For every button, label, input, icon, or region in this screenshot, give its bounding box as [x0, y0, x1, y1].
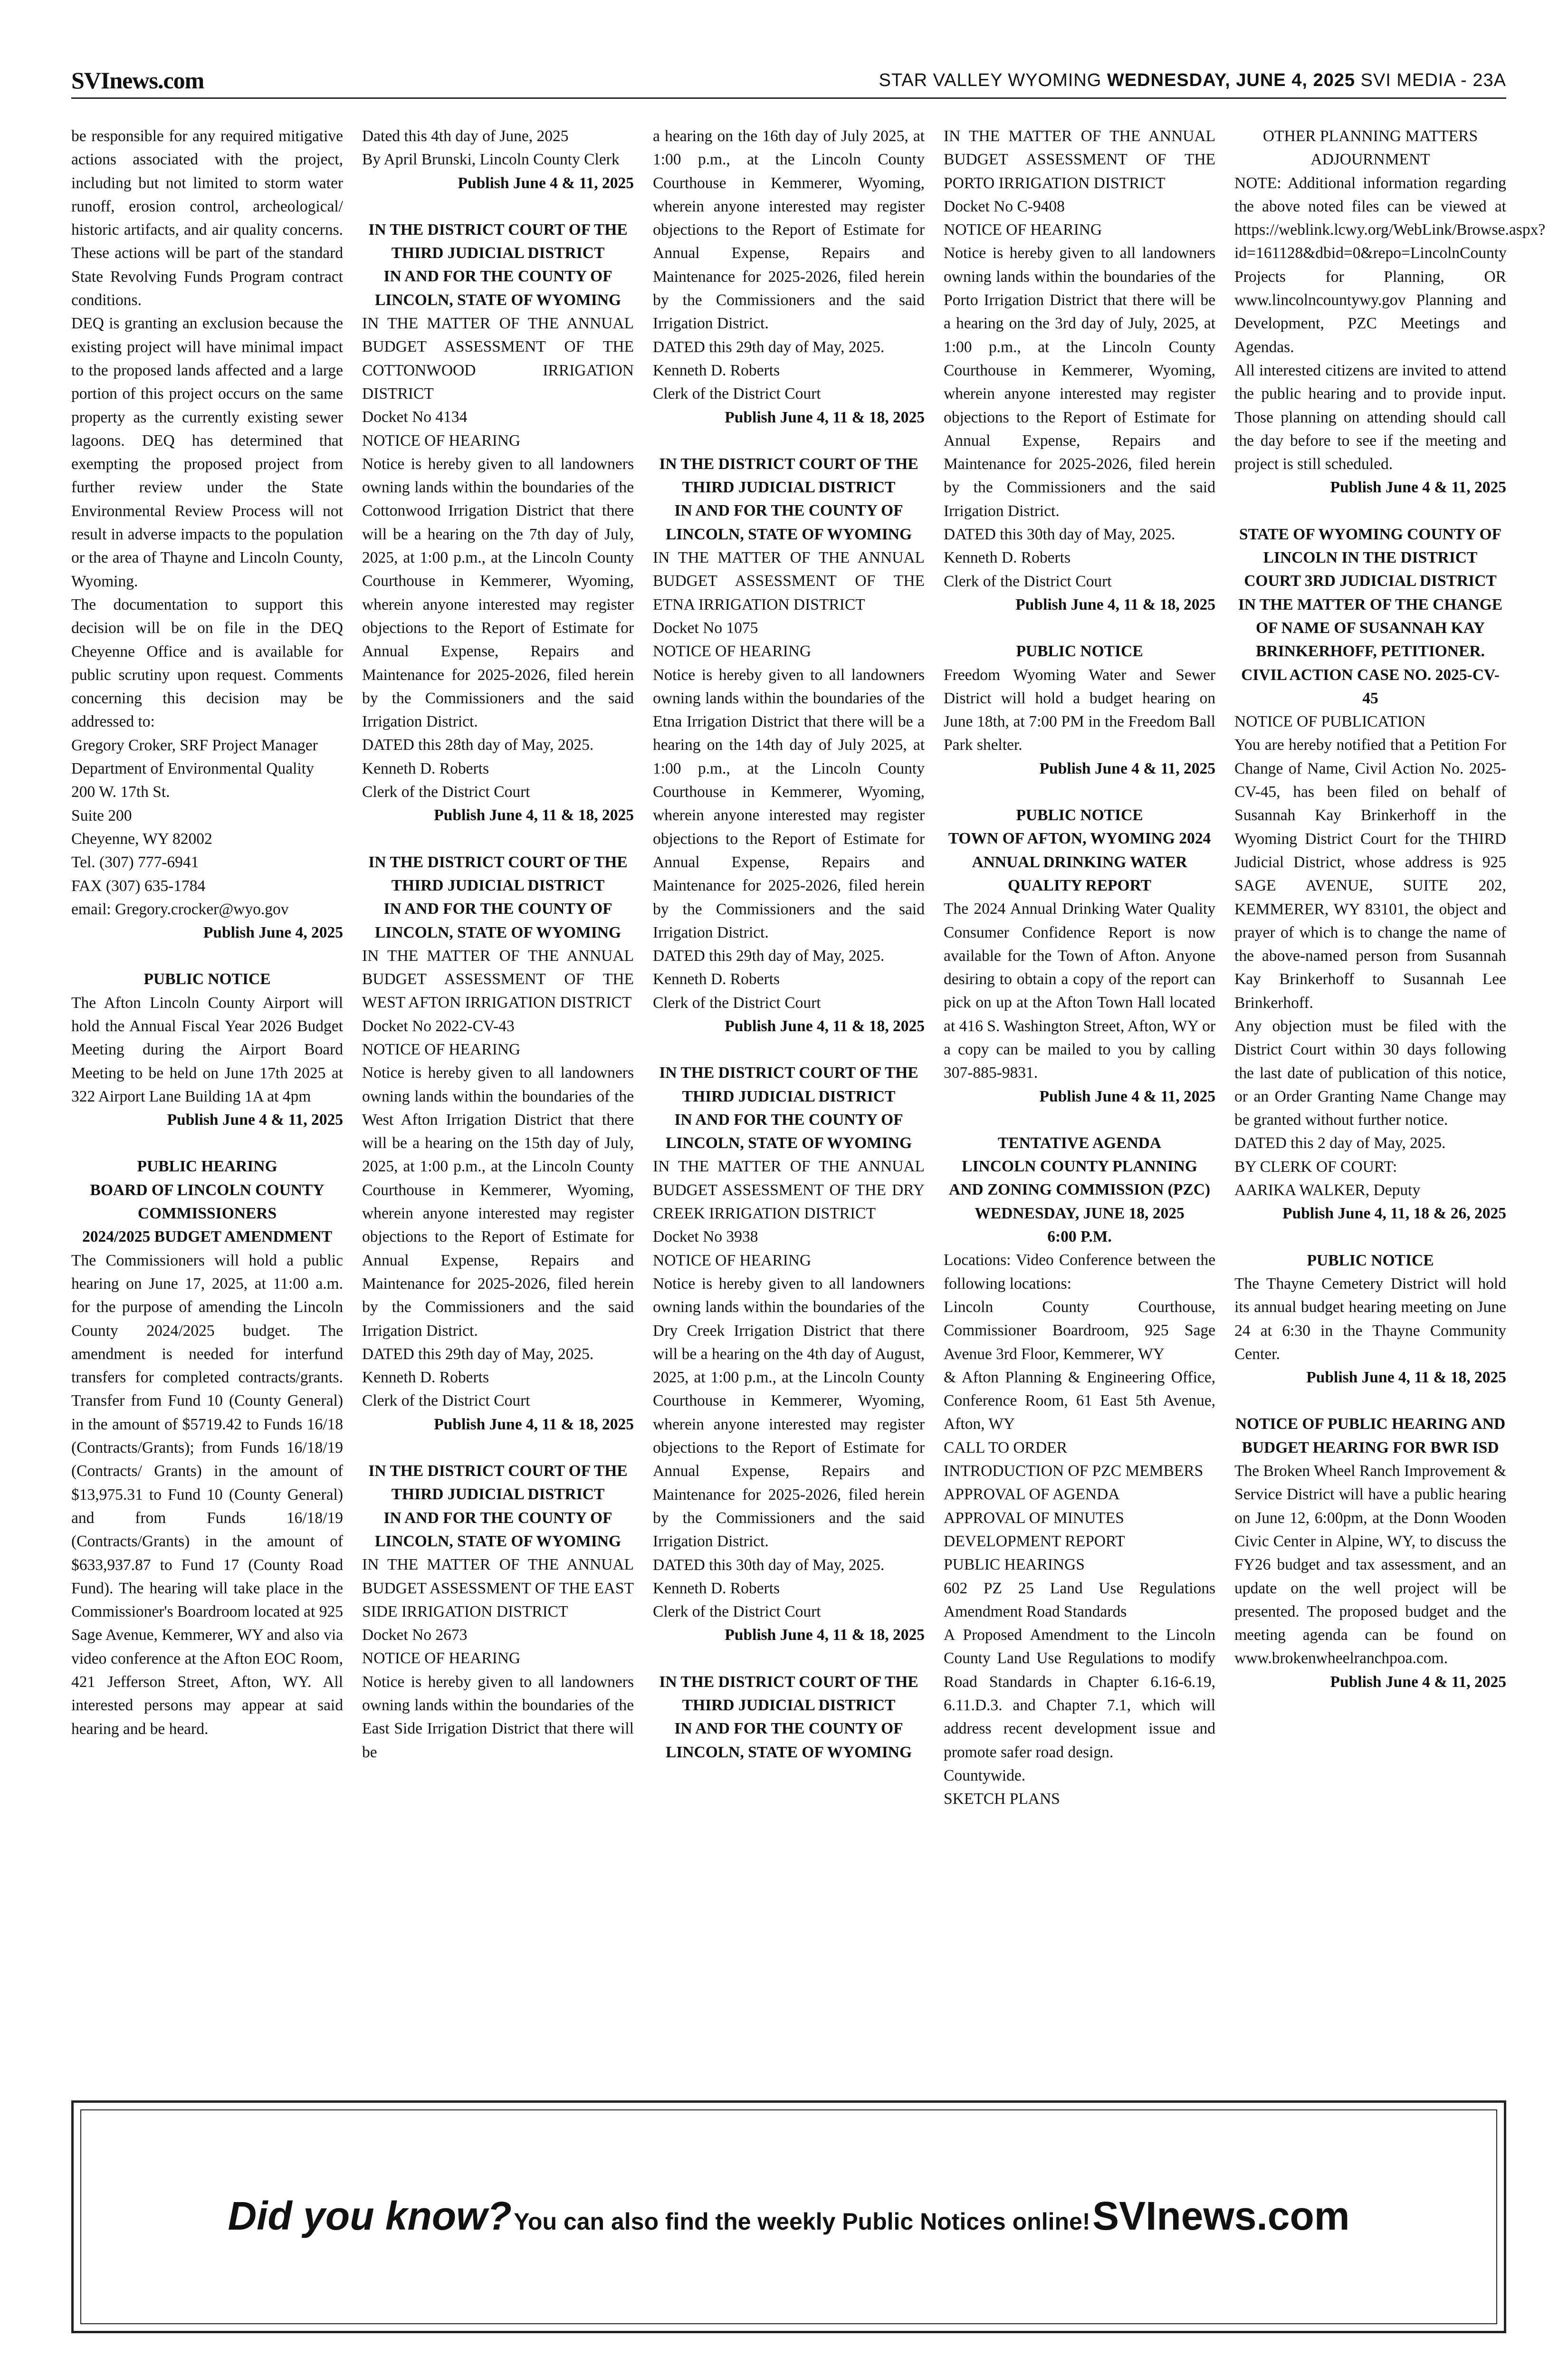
notice-text: Suite 200 [71, 806, 132, 824]
notice-text: Docket No 1075 [653, 619, 758, 637]
notice-spacer [362, 827, 634, 851]
notice-text: The documentation to support this decision will be on file in the DEQ Cheyenne Office and is available for public scrutiny upon request. Comments concerning this decision may be addressed to: [71, 595, 343, 731]
notice-text: Any objection must be filed with the District Court within 30 days following the last date of publication of this notice, or an Order Granting Name Change may be granted without further notice. [1234, 1017, 1506, 1129]
notice-heading: IN AND FOR THE COUNTY OF LINCOLN, STATE OF WYOMING [374, 900, 621, 941]
notice-text: DATED this 30th day of May, 2025. [944, 526, 1176, 544]
notice-text: Notice is hereby given to all landowners owning lands within the boundaries of the Etna Irrigation District that there will be a hearing on the 14th day of July 2025, at 1:00 p.m., at the Lincoln County Courthouse in Kemmerer, Wyoming, wherein anyone interested may register objections to the Report of Estimate for Annual Expense, Repairs and Maintenance for 2025-2026, filed herein by the Commissioners and the said Irrigation District. [653, 666, 925, 941]
notice-heading: TENTATIVE AGENDA [997, 1134, 1162, 1152]
column-5 [1234, 125, 1546, 2082]
notice-text: Docket No C-9408 [944, 197, 1065, 215]
publish-line: Publish June 4, 2025 [203, 924, 343, 942]
notice-heading: NOTICE OF PUBLIC HEARING AND BUDGET HEARING FOR BWR ISD [1235, 1415, 1506, 1456]
notice-text: Gregory Croker, SRF Project Manager [71, 736, 318, 754]
publish-line: Publish June 4, 11 & 18, 2025 [725, 1017, 925, 1035]
notice-text: DATED this 29th day of May, 2025. [653, 338, 885, 356]
notice-text: Kenneth D. Roberts [653, 1579, 780, 1597]
publish-line: Publish June 4, 11 & 18, 2025 [1015, 595, 1215, 613]
notice-heading: IN AND FOR THE COUNTY OF LINCOLN, STATE OF WYOMING [665, 502, 912, 543]
notice-text: AARIKA WALKER, Deputy [1234, 1181, 1421, 1199]
notice-text: NOTICE OF HEARING [362, 1040, 521, 1058]
notice-heading: IN AND FOR THE COUNTY OF LINCOLN, STATE OF WYOMING [374, 268, 621, 309]
notice-text: FAX (307) 635-1784 [71, 877, 206, 895]
notice-text: A Proposed Amendment to the Lincoln County Land Use Regulations to modify Road Standards in Chapter 6.16-6.19, 6.11.D.3. and Chapter 7.1, which will address recent development issue and promote safer road design. [944, 1626, 1215, 1761]
header-info [879, 70, 1506, 91]
notice-text: Lincoln County Courthouse, Commissioner Boardroom, 925 Sage Avenue 3rd Floor, Kemmerer, WY [944, 1298, 1215, 1363]
notice-spacer [1234, 1226, 1506, 1249]
notice-text: Department of Environmental Quality [71, 760, 314, 778]
notice-text: You are hereby notified that a Petition For Change of Name, Civil Action No. 2025-CV-45, has been filed on behalf of Susannah Kay Brinkerhoff in the Wyoming District Court for the THIRD Judicial District, whose address is 925 SAGE AVENUE, SUITE 202, KEMMERER, WY 83101, the object and prayer of which is to change the name of the above-named person from Susannah Kay Brinkerhoff to Susannah Lee Brinkerhoff. [1234, 736, 1506, 1012]
column-4 [944, 125, 1215, 2082]
notice-text: 602 PZ 25 Land Use Regulations Amendment Road Standards [944, 1579, 1215, 1620]
column-2 [362, 125, 634, 2082]
notice-text: PUBLIC HEARINGS [944, 1556, 1085, 1574]
notice-text: The Thayne Cemetery District will hold its annual budget hearing meeting on June 24 at 6:30 in the Thayne Community Center. [1234, 1274, 1506, 1363]
notice-text: IN THE MATTER OF THE ANNUAL BUDGET ASSESSMENT OF THE EAST SIDE IRRIGATION DISTRICT [362, 1556, 634, 1620]
notice-text: Notice is hereby given to all landowners owning lands within the boundaries of the Cottonwood Irrigation District that there will be a hearing on the 7th day of July, 2025, at 1:00 p.m., at the Lincoln County Courthouse in Kemmerer, Wyoming, wherein anyone interested may register objections to the Report of Estimate for Annual Expense, Repairs and Maintenance for 2025-2026, filed herein by the Commissioners and the said Irrigation District. [362, 455, 634, 731]
notice-text: The Broken Wheel Ranch Improvement & Service District will have a public hearing on June 12, 6:00pm, at the Donn Wooden Civic Center in Alpine, WY, to discuss the FY26 budget and tax assessment, and an update on the well project will be presented. The proposed budget and the meeting agenda can be found on www.brokenwheelranchpoa.com. [1234, 1462, 1506, 1667]
notice-text: Docket No 2673 [362, 1626, 468, 1644]
notice-heading: PUBLIC HEARING [137, 1158, 277, 1176]
notice-spacer [71, 1131, 343, 1155]
notice-text: Notice is hereby given to all landowners owning lands within the boundaries of the Dry Creek Irrigation District that there will be a hearing on the 4th day of August, 2025, at 1:00 p.m., at the Lincoln County Courthouse in Kemmerer, Wyoming, wherein anyone interested may register objections to the Report of Estimate for Annual Expense, Repairs and Maintenance for 2025-2026, filed herein by the Commissioners and the said Irrigation District. [653, 1274, 925, 1551]
publish-line: Publish June 4 & 11, 2025 [1039, 759, 1215, 777]
notice-text: DATED this 28th day of May, 2025. [362, 736, 594, 754]
promo-site-link[interactable]: SVInews.com [1092, 2194, 1350, 2238]
notice-centered-text: ADJOURNMENT [1310, 151, 1430, 169]
notice-text: Clerk of the District Court [653, 994, 821, 1012]
notice-spacer [1234, 1389, 1506, 1412]
notice-text: NOTICE OF HEARING [362, 1649, 521, 1667]
publish-line: Publish June 4, 11 & 18, 2025 [1306, 1369, 1506, 1387]
notice-text: Locations: Video Conference between the following locations: [944, 1251, 1215, 1293]
notice-text: INTRODUCTION OF PZC MEMBERS [944, 1462, 1204, 1480]
notice-text: Dated this 4th day of June, 2025 [362, 127, 569, 145]
notice-text: By April Brunski, Lincoln County Clerk [362, 151, 620, 169]
notice-text: Notice is hereby given to all landowners owning lands within the boundaries of the West Afton Irrigation District that there will be a hearing on the 15th day of July, 2025, at 1:00 p.m., at the Lincoln County Courthouse in Kemmerer, Wyoming, wherein anyone interested may register objections to the Report of Estimate for Annual Expense, Repairs and Maintenance for 2025-2026, filed herein by the Commissioners and the said Irrigation District. [362, 1064, 634, 1340]
notice-text: DATED this 29th day of May, 2025. [362, 1345, 594, 1363]
notice-heading: IN AND FOR THE COUNTY OF LINCOLN, STATE OF WYOMING [665, 1720, 912, 1761]
promo-text [74, 2193, 1504, 2239]
notice-heading: TOWN OF AFTON, WYOMING 2024 ANNUAL DRINKING WATER QUALITY REPORT [948, 830, 1211, 894]
notice-text: Cheyenne, WY 82002 [71, 830, 212, 848]
notice-text: IN THE MATTER OF THE ANNUAL BUDGET ASSESSMENT OF THE COTTONWOOD IRRIGATION DISTRICT [362, 315, 634, 402]
notice-text: NOTE: Additional information regarding the above noted files can be viewed at https://weblink.lcwy.org/WebLink/Browse.aspx?id=161128&dbid=0&repo=LincolnCounty [1234, 174, 1546, 262]
notice-text: & Afton Planning & Engineering Office, Conference Room, 61 East 5th Avenue, Afton, WY [944, 1368, 1215, 1433]
publish-line: Publish June 4 & 11, 2025 [1330, 479, 1506, 497]
notice-text: NOTICE OF HEARING [944, 221, 1102, 239]
notice-spacer [653, 1647, 925, 1670]
notice-text: a hearing on the 16th day of July 2025, at 1:00 p.m., at the Lincoln County Courthouse in Kemmerer, Wyoming, wherein anyone interested may register objections to the Report of Estimate for Annual Expense, Repairs and Maintenance for 2025-2026, filed herein by the Commissioners and the said Irrigation District. [653, 127, 925, 333]
notice-heading: WEDNESDAY, JUNE 18, 2025 [975, 1204, 1185, 1222]
notice-heading: IN THE DISTRICT COURT OF THE THIRD JUDICIAL DISTRICT [659, 455, 918, 497]
notice-heading: PUBLIC NOTICE [1016, 642, 1143, 661]
notice-spacer [944, 616, 1215, 640]
notice-text: Kenneth D. Roberts [362, 1369, 489, 1387]
notice-heading: IN THE DISTRICT COURT OF THE THIRD JUDICIAL DISTRICT [368, 853, 628, 894]
notice-text: DEVELOPMENT REPORT [944, 1532, 1125, 1550]
notice-text: Clerk of the District Court [362, 783, 530, 801]
notice-text: Tel. (307) 777-6941 [71, 853, 199, 872]
page-section: SVI MEDIA - 23A [1360, 70, 1506, 90]
column-3 [653, 125, 925, 2082]
notice-text: NOTICE OF HEARING [653, 642, 812, 661]
notice-heading: PUBLIC NOTICE [1307, 1251, 1434, 1269]
notice-text: The Commissioners will hold a public hearing on June 17, 2025, at 11:00 a.m. for the purpose of amending the Lincoln County 2024/2025 budget. The amendment is needed for interfund transfers for completed contracts/grants. Transfer from Fund 10 (County General) in the amount of $5719.42 to Funds 16/18 (Contracts/Grants); from Funds 16/18/19 (Contracts/ Grants) in the amount of $13,975.31 to Fund 10 (County General) and from Funds 16/18/19 (Contracts/Grants) in the amount of $633,937.87 to Fund 17 (County Road Fund). The hearing will take place in the Commissioner's Boardroom located at 925 Sage Avenue, Kemmerer, WY and also via video conference at the Afton EOC Room, 421 Jefferson Street, Afton, WY. All interested persons may appear at said hearing and be heard. [71, 1251, 343, 1738]
notice-text: BY CLERK OF COURT: [1234, 1158, 1397, 1176]
notice-text: Docket No 2022-CV-43 [362, 1017, 515, 1035]
notice-text: Kenneth D. Roberts [653, 361, 780, 379]
notice-spacer [362, 195, 634, 218]
notice-text: Clerk of the District Court [944, 572, 1112, 590]
notice-text: Docket No 3938 [653, 1228, 758, 1246]
notice-text: Kenneth D. Roberts [362, 759, 489, 777]
notice-text: The 2024 Annual Drinking Water Quality Consumer Confidence Report is now available for the Town of Afton. Anyone desiring to obtain a copy of the report can pick on up at the Afton Town Hall located at 416 S. Washington Street, Afton, WY or a copy can be mailed to you by calling 307-885-9831. [944, 900, 1215, 1082]
notice-text: Clerk of the District Court [653, 1603, 821, 1621]
notice-centered-text: OTHER PLANNING MATTERS [1262, 127, 1478, 145]
notice-spacer [71, 944, 343, 968]
notice-text: NOTICE OF PUBLICATION [1234, 713, 1425, 731]
notice-text: IN THE MATTER OF THE ANNUAL BUDGET ASSESSMENT OF THE WEST AFTON IRRIGATION DISTRICT [362, 947, 634, 1012]
notice-text: Countywide. [944, 1766, 1026, 1784]
notice-text: IN THE MATTER OF THE ANNUAL BUDGET ASSESSMENT OF THE PORTO IRRIGATION DISTRICT [944, 127, 1215, 192]
paper-name: STAR VALLEY WYOMING [879, 70, 1102, 90]
notice-heading: IN THE DISTRICT COURT OF THE THIRD JUDICIAL DISTRICT [659, 1064, 918, 1105]
publish-line: Publish June 4 & 11, 2025 [1330, 1673, 1506, 1691]
notice-text: be responsible for any required mitigative actions associated with the project, including but not limited to storm water runoff, erosion control, archeological/ historic artifacts, and air quality concerns. These actions will be part of the standard State Revolving Funds Program contract conditions. [71, 127, 343, 309]
notice-heading: IN AND FOR THE COUNTY OF LINCOLN, STATE OF WYOMING [374, 1509, 621, 1550]
notice-heading: STATE OF WYOMING COUNTY OF LINCOLN IN THE DISTRICT COURT 3RD JUDICIAL DISTRICT IN THE MATTER OF THE CHANGE OF NAME OF SUSANNAH KAY BRINKERHOFF, PETITIONER. CIVIL ACTION CASE NO. 2025-CV-45 [1238, 525, 1503, 707]
column-1 [71, 125, 343, 2082]
publish-line: Publish June 4 & 11, 2025 [167, 1111, 343, 1129]
notice-text: The Afton Lincoln County Airport will hold the Annual Fiscal Year 2026 Budget Meeting during the Airport Board Meeting to be held on June 17th 2025 at 322 Airport Lane Building 1A at 4pm [71, 994, 343, 1105]
notice-spacer [653, 429, 925, 452]
notice-text: DATED this 2 day of May, 2025. [1234, 1134, 1446, 1152]
notice-spacer [944, 1108, 1215, 1131]
publish-line: Publish June 4 & 11, 2025 [458, 174, 634, 192]
notice-heading: IN THE DISTRICT COURT OF THE THIRD JUDICIAL DISTRICT [368, 1462, 628, 1504]
notice-text: 200 W. 17th St. [71, 783, 170, 801]
notice-text: Clerk of the District Court [653, 385, 821, 403]
header-rule [71, 97, 1506, 99]
publish-line: Publish June 4 & 11, 2025 [1039, 1087, 1215, 1105]
notice-spacer [944, 780, 1215, 804]
notice-text: Notice is hereby given to all landowners owning lands within the boundaries of the East Side Irrigation District that there will be [362, 1673, 634, 1761]
notice-spacer [1234, 499, 1506, 523]
notice-heading: PUBLIC NOTICE [1016, 806, 1143, 824]
promo-box [71, 2100, 1506, 2333]
notice-text: DATED this 29th day of May, 2025. [653, 947, 885, 965]
notice-text: Notice is hereby given to all landowners owning lands within the boundaries of the Porto Irrigation District that there will be a hearing on the 3rd day of July, 2025, at 1:00 p.m., at the Lincoln County Courthouse in Kemmerer, Wyoming, wherein anyone interested may register objections to the Report of Estimate for Annual Expense, Repairs and Maintenance for 2025-2026, filed herein by the Commissioners and the said Irrigation District. [944, 244, 1215, 520]
promo-question: Did you know? [228, 2194, 512, 2238]
notice-spacer [362, 1436, 634, 1459]
notice-text: NOTICE OF HEARING [653, 1251, 812, 1269]
notice-heading: 2024/2025 BUDGET AMENDMENT [82, 1228, 333, 1246]
publish-line: Publish June 4, 11 & 18, 2025 [725, 1626, 925, 1644]
notice-heading: PUBLIC NOTICE [143, 970, 271, 988]
notice-heading: BOARD OF LINCOLN COUNTY COMMISSIONERS [90, 1181, 325, 1223]
notice-heading: IN THE DISTRICT COURT OF THE THIRD JUDICIAL DISTRICT [368, 220, 628, 262]
notice-text: All interested citizens are invited to attend the public hearing and to provide input. Those planning on attending should call the day before to see if the meeting and project is still scheduled. [1234, 361, 1506, 473]
notice-text: APPROVAL OF AGENDA [944, 1485, 1120, 1504]
notice-text: IN THE MATTER OF THE ANNUAL BUDGET ASSESSMENT OF THE DRY CREEK IRRIGATION DISTRICT [653, 1158, 925, 1223]
promo-message: You can also find the weekly Public Notices online! [514, 2208, 1090, 2235]
publish-line: Publish June 4, 11, 18 & 26, 2025 [1282, 1205, 1506, 1223]
notice-text: Freedom Wyoming Water and Sewer District will hold a budget hearing on June 18th, at 7:00 PM in the Freedom Ball Park shelter. [944, 666, 1215, 754]
notice-heading: 6:00 P.M. [1047, 1228, 1112, 1246]
notice-text: NOTICE OF HEARING [362, 431, 521, 450]
publish-line: Publish June 4, 11 & 18, 2025 [725, 408, 925, 426]
page-header [71, 67, 1506, 95]
site-name[interactable]: SVInews.com [71, 67, 204, 94]
notice-text: IN THE MATTER OF THE ANNUAL BUDGET ASSESSMENT OF THE ETNA IRRIGATION DISTRICT [653, 549, 925, 613]
notice-text: Kenneth D. Roberts [944, 549, 1071, 567]
notice-text: Kenneth D. Roberts [653, 970, 780, 988]
notice-text: Clerk of the District Court [362, 1392, 530, 1410]
notice-text: Docket No 4134 [362, 408, 468, 426]
publish-line: Publish June 4, 11 & 18, 2025 [434, 1415, 634, 1433]
notice-text: SKETCH PLANS [944, 1790, 1060, 1808]
notice-text: APPROVAL OF MINUTES [944, 1509, 1124, 1527]
publish-line: Publish June 4, 11 & 18, 2025 [434, 806, 634, 824]
notice-spacer [653, 1038, 925, 1061]
issue-date: WEDNESDAY, JUNE 4, 2025 [1107, 70, 1355, 90]
notice-heading: IN THE DISTRICT COURT OF THE THIRD JUDICIAL DISTRICT [659, 1673, 918, 1714]
notice-heading: IN AND FOR THE COUNTY OF LINCOLN, STATE OF WYOMING [665, 1111, 912, 1152]
notice-text: DATED this 30th day of May, 2025. [653, 1556, 885, 1574]
notice-text: CALL TO ORDER [944, 1438, 1067, 1456]
notice-heading: LINCOLN COUNTY PLANNING AND ZONING COMMISSION (PZC) [949, 1158, 1210, 1199]
notice-text: email: Gregory.crocker@wyo.gov [71, 900, 289, 918]
notice-text: Projects for Planning, OR www.lincolncountywy.gov Planning and Development, PZC Meetings and Agendas. [1234, 268, 1506, 356]
notice-text: DEQ is granting an exclusion because the existing project will have minimal impact to the proposed lands affected and a large portion of this project occurs on the same property as the currently existing sewer lagoons. DEQ has determined that exempting the proposed project from further review under the State Environmental Review Process will not result in adverse impacts to the population or the area of Thayne and Lincoln County, Wyoming. [71, 315, 343, 590]
